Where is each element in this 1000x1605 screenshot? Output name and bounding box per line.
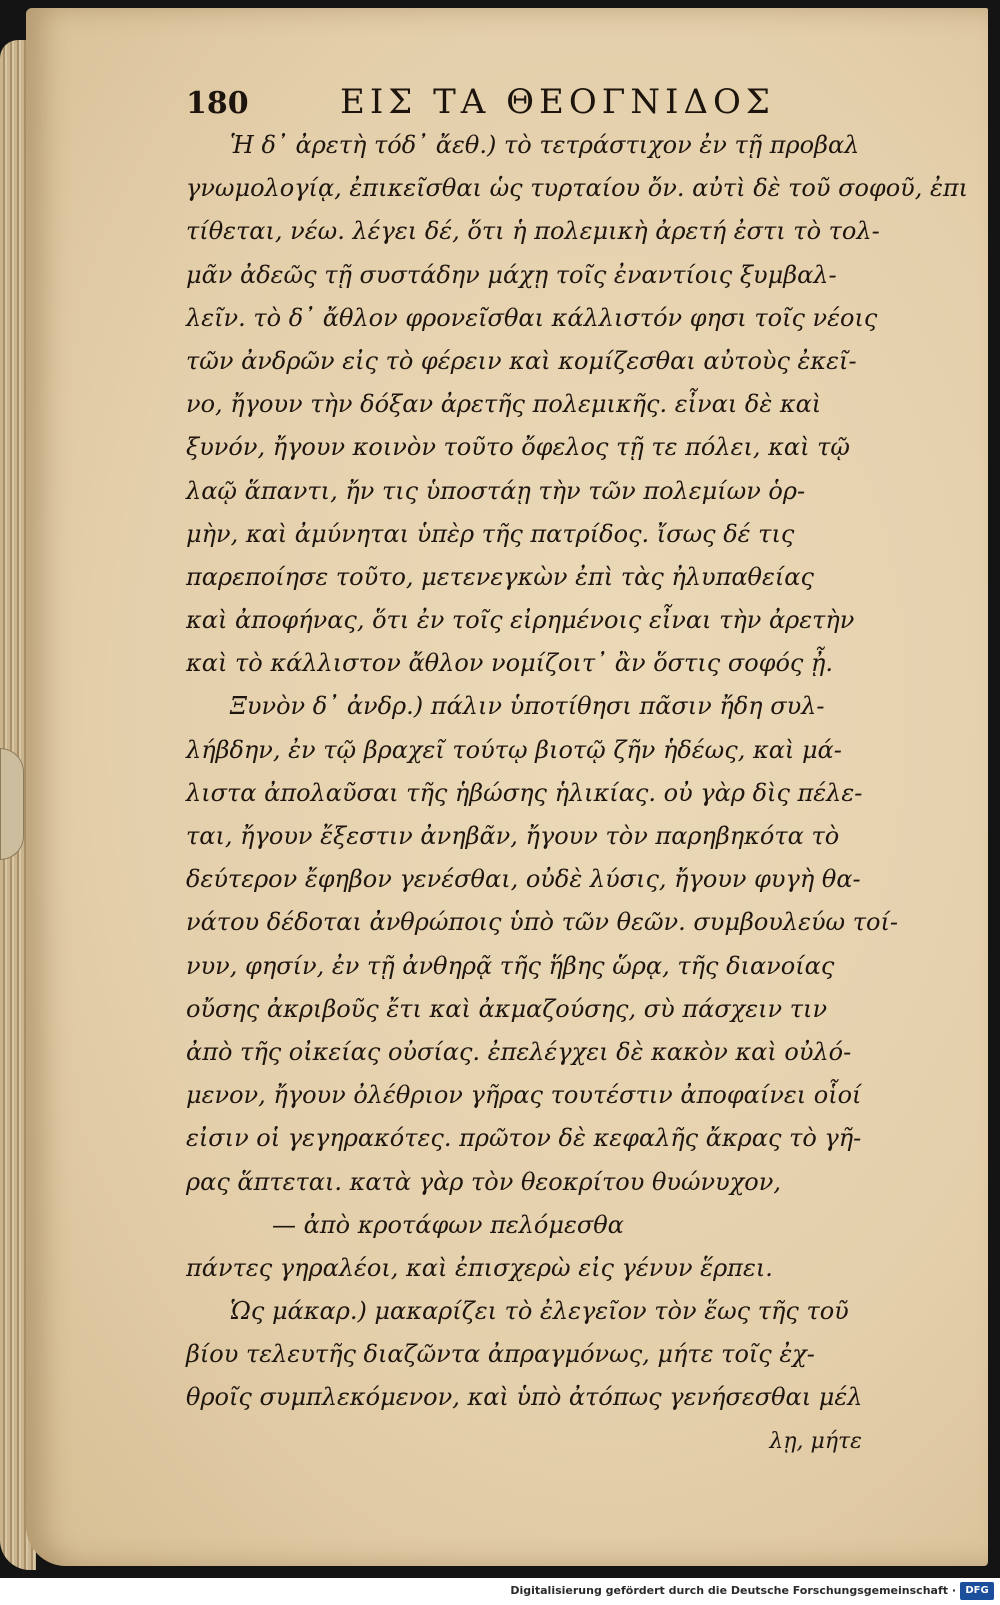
text-line: τῶν ἀνδρῶν εἰς τὸ φέρειν καὶ κομίζεσθαι αὐτοὺς ἐκεῖ- (186, 346, 857, 375)
text-line: μενον, ἤγουν ὀλέθριον γῆρας τουτέστιν ἀποφαίνει οἷοί (186, 1081, 862, 1110)
text-line: — ἀπὸ κροτάφων πελόμεσθα (272, 1210, 624, 1239)
text-line: οὔσης ἀκριβοῦς ἔτι καὶ ἀκμαζούσης, σὺ πάσχειν τιν (186, 994, 828, 1023)
body-text (186, 124, 969, 1463)
book-clasp (0, 748, 24, 860)
text-line: νυν, φησίν, ἐν τῇ ἀνθηρᾷ τῆς ἥβης ὥρᾳ, τῆς διανοίας (186, 951, 835, 980)
text-line: νο, ἤγουν τὴν δόξαν ἀρετῆς πολεμικῆς. εἶναι δὲ καὶ (186, 390, 822, 419)
text-line: Ξυνὸν δ᾽ ἀνδρ.) πάλιν ὑποτίθησι πᾶσιν ἤδη συλ- (230, 692, 825, 721)
page-number: 180 (186, 86, 249, 121)
text-line: θροῖς συμπλεκόμενον, καὶ ὑπὸ ἀτόπως γενήσεσθαι μέλ (186, 1383, 863, 1412)
page-header (0, 78, 1000, 122)
text-line: ται, ἤγουν ἔξεστιν ἀνηβᾶν, ἤγουν τὸν παρηβηκότα τὸ (186, 822, 840, 850)
text-line: εἰσιν οἱ γεγηρακότες. πρῶτον δὲ κεφαλῆς ἄκρας τὸ γῆ- (186, 1124, 862, 1153)
text-line: καὶ ἀποφήνας, ὅτι ἐν τοῖς εἰρημένοις εἶναι τὴν ἀρετὴν (186, 606, 855, 635)
text-line: βίου τελευτῆς διαζῶντα ἀπραγμόνως, μήτε τοῖς ἐχ- (186, 1340, 815, 1369)
text-line: λιστα ἀπολαῦσαι τῆς ἡβώσης ἡλικίας. οὐ γὰρ δὶς πέλε- (186, 778, 863, 807)
catchword-row (186, 1420, 862, 1463)
text-line: Ἡ δ᾽ ἀρετὴ τόδ᾽ ἄεθ.) τὸ τετράστιχον ἐν τῇ προβαλ (230, 131, 860, 159)
text-line: καὶ τὸ κάλλιστον ἄθλον νομίζοιτ᾽ ἂν ὅστις σοφός ᾖ. (186, 649, 833, 678)
text-line: μᾶν ἀδεῶς τῇ συστάδην μάχῃ τοῖς ἐναντίοις ξυμβαλ- (186, 260, 837, 289)
text-line: νάτου δέδοται ἀνθρώποις ὑπὸ τῶν θεῶν. συμβουλεύω τοί- (186, 908, 898, 937)
text-line: πάντες γηραλέοι, καὶ ἐπισχερὼ εἰς γένυν ἕρπει. (186, 1253, 773, 1282)
text-line: μὴν, καὶ ἀμύνηται ὑπὲρ τῆς πατρίδος. ἴσως δέ τις (186, 519, 795, 548)
dfg-logo: DFG (960, 1582, 994, 1600)
text-line: ξυνόν, ἤγουν κοινὸν τοῦτο ὄφελος τῇ τε πόλει, καὶ τῷ (186, 433, 850, 462)
text-line: τίθεται, νέω. λέγει δέ, ὅτι ἡ πολεμικὴ ἀρετή ἐστι τὸ τολ- (186, 217, 880, 246)
funding-credit: Digitalisierung gefördert durch die Deutsche Forschungsgemeinschaft · (510, 1584, 956, 1597)
text-line: Ὡς μάκαρ.) μακαρίζει τὸ ἐλεγεῖον τὸν ἕως τῆς τοῦ (230, 1297, 849, 1326)
footer-bar (0, 1578, 1000, 1605)
text-line: ρας ἅπτεται. κατὰ γὰρ τὸν θεοκρίτου θυώνυχον, (186, 1167, 781, 1196)
text-line: παρεποίησε τοῦτο, μετενεγκὼν ἐπὶ τὰς ἠλυπαθείας (186, 562, 814, 591)
text-line: λήβδην, ἐν τῷ βραχεῖ τούτῳ βιοτῷ ζῆν ἡδέως, καὶ μά- (186, 735, 842, 764)
text-line: δεύτερον ἔφηβον γενέσθαι, οὐδὲ λύσις, ἤγουν φυγὴ θα- (186, 865, 861, 894)
text-line: γνωμολογίᾳ, ἐπικεῖσθαι ὡς τυρταίου ὄν. αὐτὶ δὲ τοῦ σοφοῦ, ἐπι (186, 174, 969, 203)
catchword: λῃ, μήτε (769, 1428, 862, 1454)
text-line: λεῖν. τὸ δ᾽ ἄθλον φρονεῖσθαι κάλλιστόν φησι τοῖς νέοις (186, 303, 878, 332)
running-head: ΕΙΣ ΤΑ ΘΕΟΓΝΙΔΟΣ (340, 82, 775, 122)
text-line: ἀπὸ τῆς οἰκείας οὐσίας. ἐπελέγχει δὲ κακὸν καὶ οὐλό- (186, 1037, 852, 1066)
text-line: λαῷ ἅπαντι, ἤν τις ὑποστάῃ τὴν τῶν πολεμίων ὁρ- (186, 476, 806, 505)
